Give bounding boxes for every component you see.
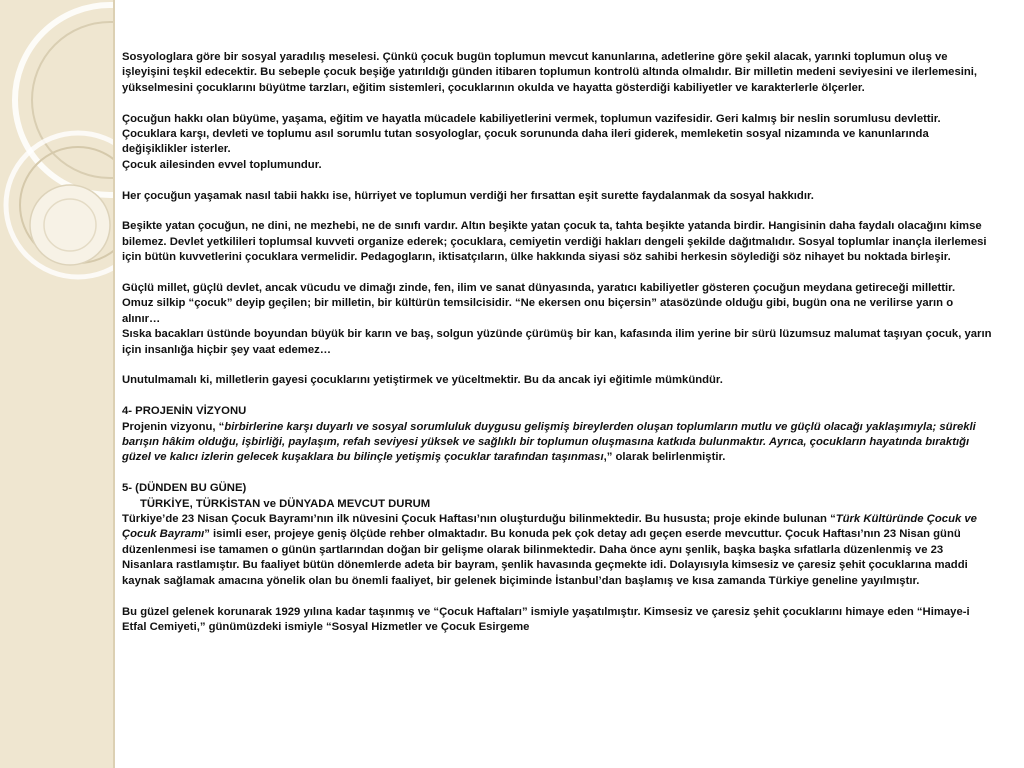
text-run: ” isimli eser, projeye geniş ölçüde rehber olmaktadır. Bu konuda pek çok detay adı geçen eserde mevcuttur. Çocuk Haftası’nın 23 Nisan günü düzenlenmesi ise tamamen o günün şartlarından doğan bir gelişme olarak bilinmektedir. Daha önce aynı şenlik, başka başka sıfatlarla düzenlenmiş ve 23 Nisanlara rastlamıştır. Bu faaliyet bütün dönemlerde adeta bir bayram, şenlik havasında geçmekte idi. Dolayısıyla kimsesiz ve çaresiz şehit çocuklarına maddi kaynak sağlamak amacına yönelik olan bu önemli faaliyet, bir gelenek biçiminde İstanbul’dan başlamış ve kısa zamanda Türkiye geneline yayılmıştır.: [122, 528, 968, 587]
paragraph: Bu güzel gelenek korunarak 1929 yılına kadar taşınmış ve “Çocuk Haftaları” ismiyle yaşatılmıştır. Kimsesiz ve çaresiz şehit çocuklarını himaye eden “Himaye-i Etfal Cemiyeti,” günümüzdeki ismiyle “Sosyal Hizmetler ve Çocuk Esirgeme: [122, 605, 970, 633]
paragraph: Sıska bacakları üstünde boyundan büyük bir karın ve baş, solgun yüzünde çürümüş bir kan, kafasında ilim yerine bir sürü lüzumsuz malumat taşıyan çocuk, yarın için insanlığa hiçbir şey vaat edemez…: [122, 328, 992, 356]
section-subheading: TÜRKİYE, TÜRKİSTAN ve DÜNYADA MEVCUT DURUM: [140, 497, 431, 510]
paragraph: Çocuk ailesinden evvel toplumundur.: [122, 158, 322, 171]
paragraph: [122, 420, 994, 466]
text-run: Türkiye’de 23 Nisan Çocuk Bayramı’nın ilk nüvesini Çocuk Haftası’nın oluşturduğu bilinmektedir. Bu hususta; proje ekinde bulunan “: [122, 513, 836, 526]
paragraph: [122, 512, 994, 589]
paragraph: Güçlü millet, güçlü devlet, ancak vücudu ve dimağı zinde, fen, ilim ve sanat dünyasında, yaratıcı kabiliyetler gösteren çocuğun meydana getireceği millettir.: [122, 282, 956, 295]
paragraph: Beşikte yatan çocuğun, ne dini, ne mezhebi, ne de sınıfı vardır. Altın beşikte yatan çocuk ta, tahta beşikte yatanda birdir. Hangisinin daha faydalı olacağını kimse bilemez. Devlet yetkilileri toplumsal kuvveti organize ederek; çocuklara, cemiyetin verdiği hakları dengeli şekilde dağıtmalıdır. Sosyal toplumlar inançla ilerlemesi için bütün kuvvetlerini çocuklara vermelidir. Pedagogların, iktisatçıların, ülke hakkında siyasi söz sahibi herkesin söylediği söz nihayet bu noktada birleşir.: [122, 220, 987, 264]
section-heading: 4- PROJENİN VİZYONU: [122, 405, 247, 418]
paragraph: Sosyologlara göre bir sosyal yaradılış meselesi. Çünkü çocuk bugün toplumun mevcut kanunlarına, adetlerine göre şekil alacak, yarınki toplumun oluş ve işleyişini teşkil edecektir. Bu sebeple çocuk beşiğe yatırıldığı günden itibaren toplumun kontrolü altında olmalıdır. Bir milletin medeni seviyesini ve ilerlemesini, yükselmesini çocuklarını büyütme tarzları, eğitim sistemleri, çocuklarının okulda ve hayatta gösterdiği kabiliyetler ve karakterlerle ölçerler.: [122, 51, 978, 94]
decorative-sidebar: [0, 0, 113, 768]
paragraph: Her çocuğun yaşamak nasıl tabii hakkı ise, hürriyet ve toplumun verdiği her fırsattan eşit surette faydalanmak da sosyal hakkıdır.: [122, 189, 814, 202]
text-run: Projenin vizyonu, “: [122, 420, 225, 433]
text-run: ,” olarak belirlenmiştir.: [603, 451, 726, 464]
section-heading: 5- (DÜNDEN BU GÜNE): [122, 482, 247, 495]
paragraph: Unutulmamalı ki, milletlerin gayesi çocuklarını yetiştirmek ve yüceltmektir. Bu da ancak iyi eğitimle mümkündür.: [122, 374, 723, 387]
paragraph: Çocuklara karşı, devleti ve toplumu asıl sorumlu tutan sosyologlar, çocuk sorununda daha ileri giderek, memleketin sosyal nizamında ve kanunlarında değişiklikler isterler.: [122, 128, 929, 156]
italic-text: Türk Kültüründe Çocuk ve Çocuk Bayramı: [122, 513, 977, 541]
paragraph: Çocuğun hakkı olan büyüme, yaşama, eğitim ve hayatla mücadele kabiliyetlerini vermek, toplumun vazifesidir. Geri kalmış bir neslin sorumlusu devlettir.: [122, 112, 941, 125]
sidebar-divider: [113, 0, 115, 768]
italic-text: birbirlerine karşı duyarlı ve sosyal sorumluluk duygusu gelişmiş bireylerden oluşan toplumların mutlu ve güçlü olacağı yaklaşımıyla; sürekli barışın hâkim olduğu, işbirliği, paylaşım, refah seviyesi yüksek ve sağlıklı bir toplumun oluşmasına katkıda bulunmaktır. Ayrıca, çocukların hayatında bıraktığı güzel ve kalıcı izlerin gelecek kuşaklara bu bilinçle yetişmiş çocuklar tarafından taşınması: [122, 420, 976, 464]
document-body: [122, 50, 994, 635]
decorative-circles: [0, 0, 113, 768]
paragraph: Omuz silkip “çocuk” deyip geçilen; bir milletin, bir kültürün temsilcisidir. “Ne ekersen onu biçersin” atasözünde olduğu gibi, bugün ona ne verilirse yarın o alınır…: [122, 297, 954, 325]
